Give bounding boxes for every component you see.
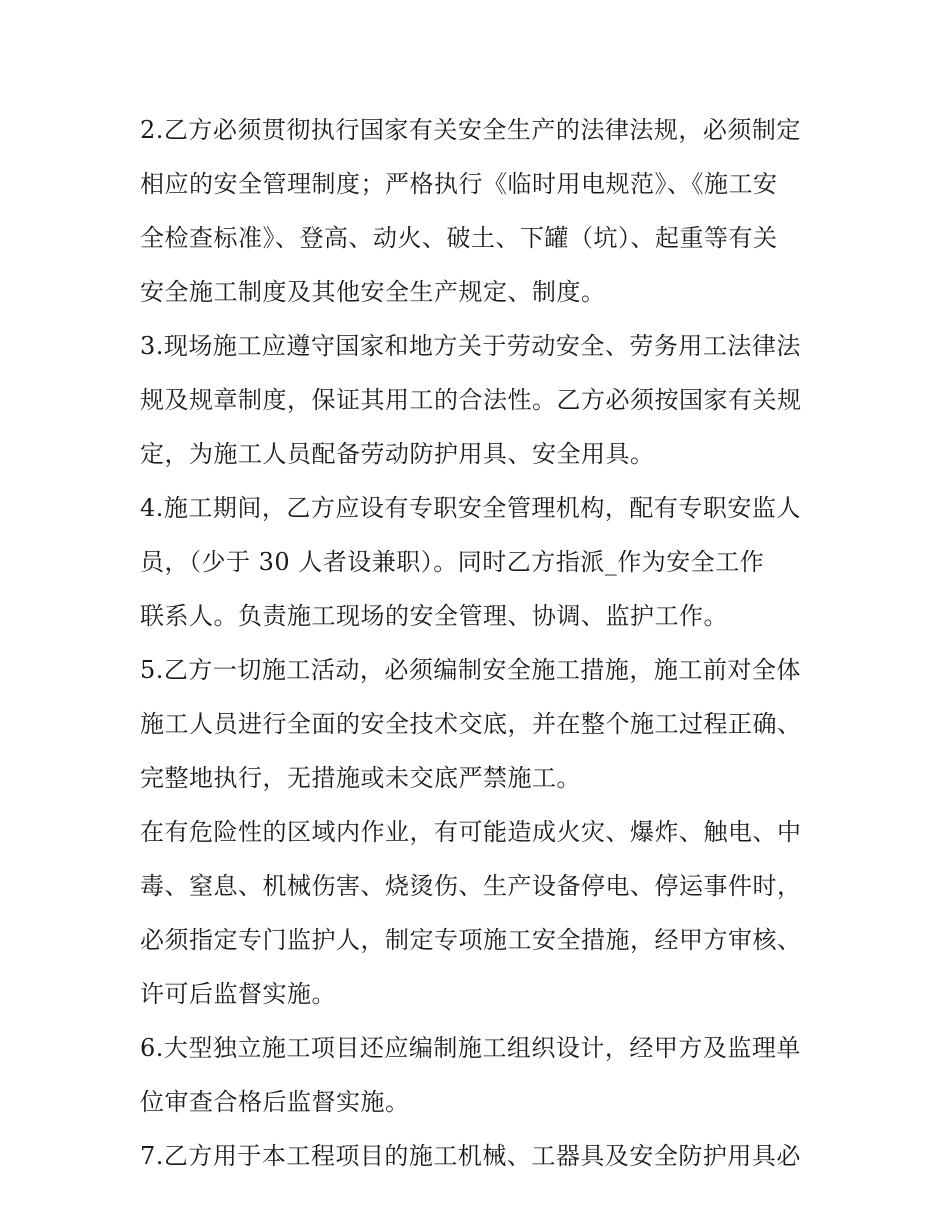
paragraph-clause-4 (140, 481, 820, 643)
text-line: 5.乙方一切施工活动，必须编制安全施工措施，施工前对全体 (140, 656, 801, 684)
text-line: 毒、窒息、机械伤害、烧烫伤、生产设备停电、停运事件时， (140, 872, 802, 900)
text-line: 施工人员进行全面的安全技术交底，并在整个施工过程正确、 (140, 710, 802, 738)
paragraph-hazard-zone (140, 805, 820, 1021)
text-line: 全检查标准》、登高、动火、破土、下罐（坑）、起重等有关 (140, 224, 778, 252)
text-line: 联系人。负责施工现场的安全管理、协调、监护工作。 (140, 602, 728, 630)
paragraph-clause-2 (140, 103, 820, 319)
text-line: 在有危险性的区域内作业，有可能造成火灾、爆炸、触电、中 (140, 818, 802, 846)
text-line: 必须指定专门监护人，制定专项施工安全措施，经甲方审核、 (140, 926, 802, 954)
text-line: 许可后监督实施。 (140, 980, 336, 1008)
text-line: 安全施工制度及其他安全生产规定、制度。 (140, 278, 606, 306)
text-line: 7.乙方用于本工程项目的施工机械、工器具及安全防护用具必 (140, 1142, 801, 1170)
text-line: 员，（少于 30 人者设兼职）。同时乙方指派_作为安全工作 (140, 548, 765, 576)
text-line: 完整地执行，无措施或未交底严禁施工。 (140, 764, 581, 792)
document-body (140, 103, 820, 1183)
text-line: 3.现场施工应遵守国家和地方关于劳动安全、劳务用工法律法 (140, 332, 801, 360)
text-line: 位审查合格后监督实施。 (140, 1088, 410, 1116)
text-line: 2.乙方必须贯彻执行国家有关安全生产的法律法规，必须制定 (140, 116, 801, 144)
paragraph-clause-3 (140, 319, 820, 481)
text-line: 规及规章制度，保证其用工的合法性。乙方必须按国家有关规 (140, 386, 802, 414)
paragraph-clause-6 (140, 1021, 820, 1129)
text-line: 相应的安全管理制度；严格执行《临时用电规范》、《施工安 (140, 170, 778, 198)
text-line: 6.大型独立施工项目还应编制施工组织设计，经甲方及监理单 (140, 1034, 801, 1062)
paragraph-clause-7 (140, 1129, 820, 1183)
text-line: 4.施工期间，乙方应设有专职安全管理机构，配有专职安监人 (140, 494, 801, 522)
paragraph-clause-5 (140, 643, 820, 805)
text-line: 定，为施工人员配备劳动防护用具、安全用具。 (140, 440, 655, 468)
